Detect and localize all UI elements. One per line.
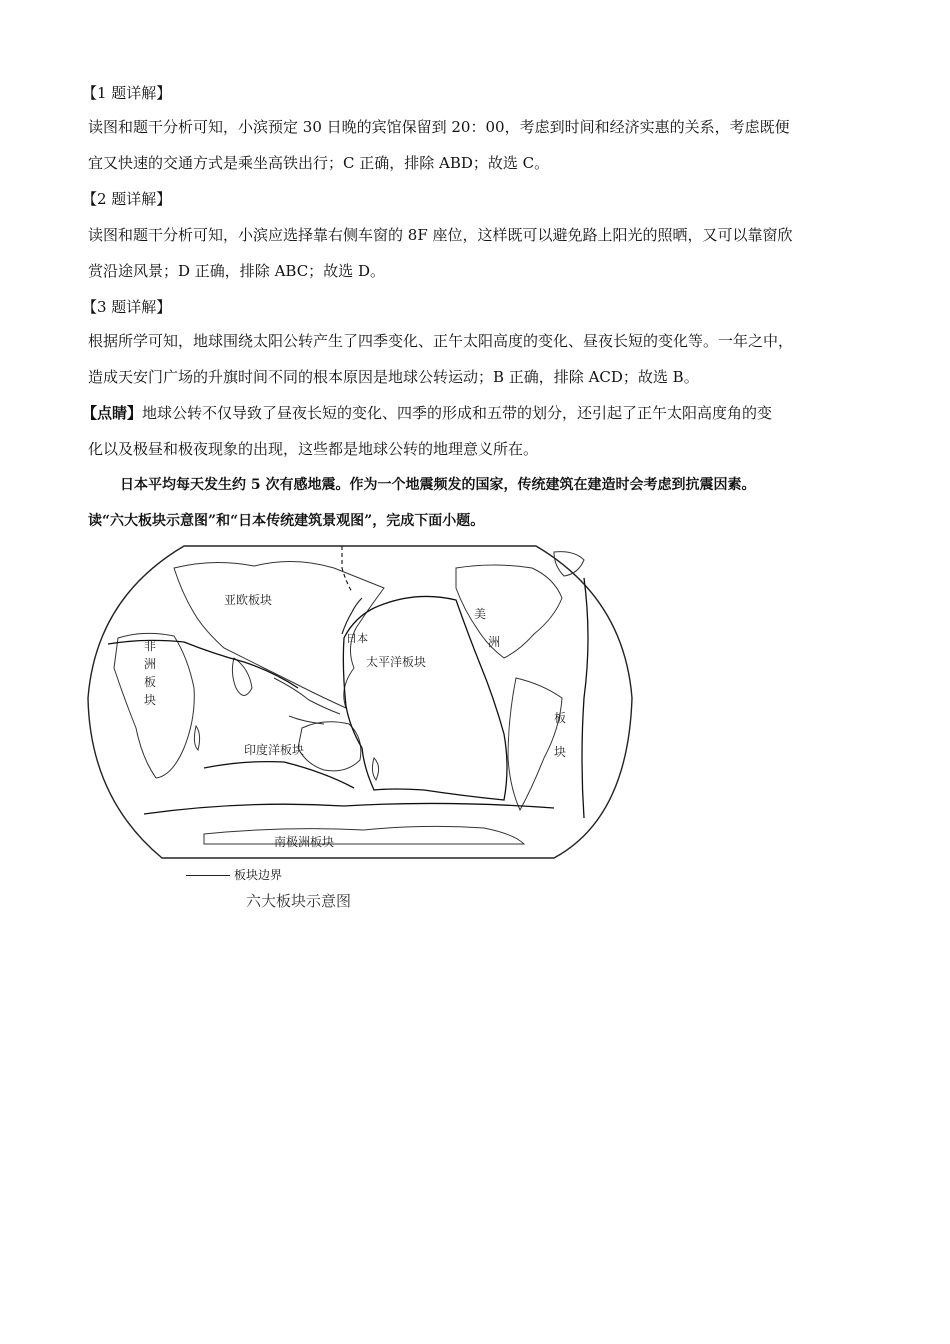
plate-boundary-indian bbox=[204, 762, 354, 788]
south-america-coast bbox=[508, 678, 562, 810]
tip-line-1 bbox=[82, 404, 772, 423]
label-africa-plate-2: 洲 bbox=[144, 657, 157, 671]
legend-boundary-label: 板块边界 bbox=[234, 868, 283, 882]
section-3-line-1: 根据所学可知，地球围绕太阳公转产生了四季变化、正午太阳高度的变化、昼夜长短的变化等。一年之中， bbox=[88, 332, 794, 350]
section-2-line-2: 赏沿途风景；D 正确，排除 ABC；故选 D。 bbox=[88, 262, 385, 280]
plate-map bbox=[84, 538, 636, 878]
greenland bbox=[554, 552, 584, 576]
intro-line-2: 读“六大板块示意图”和“日本传统建筑景观图”，完成下面小题。 bbox=[88, 513, 485, 529]
label-antarctic-plate: 南极洲板块 bbox=[274, 835, 335, 849]
label-africa-plate-4: 块 bbox=[144, 693, 157, 707]
plate-boundary-atlantic bbox=[582, 578, 588, 818]
intro-line-1: 日本平均每天发生约 5 次有感地震。作为一个地震频发的国家，传统建筑在建造时会考虑到抗震因素。 bbox=[120, 477, 756, 493]
plate-boundary-eurasia-africa bbox=[108, 640, 298, 688]
antarctica-coast bbox=[204, 826, 524, 844]
section-2-line-1: 读图和题干分析可知，小滨应选择靠右侧车窗的 8F 座位，这样既可以避免路上阳光的照晒，又可以靠窗欣 bbox=[88, 226, 793, 244]
new-zealand bbox=[372, 758, 378, 780]
section-1-line-1: 读图和题干分析可知，小滨预定 30 日晚的宾馆保留到 20：00，考虑到时间和经济实惠的关系，考虑既便 bbox=[88, 118, 790, 136]
legend-boundary-line bbox=[186, 875, 230, 876]
japan-arc bbox=[342, 598, 362, 634]
label-japan: 日本 bbox=[346, 632, 368, 645]
madagascar bbox=[194, 726, 199, 750]
section-3-heading: 【3 题详解】 bbox=[82, 298, 172, 316]
label-indian-plate: 印度洋板块 bbox=[244, 743, 305, 757]
tip-label: 【点睛】 bbox=[82, 404, 143, 422]
australia-coast bbox=[298, 722, 361, 771]
label-america-plate-3: 板 bbox=[554, 711, 567, 725]
section-1-heading: 【1 题详解】 bbox=[82, 84, 172, 102]
plate-boundary-dashed bbox=[342, 546, 352, 592]
label-america-plate-1: 美 bbox=[474, 607, 487, 621]
tip-text-1: 地球公转不仅导致了昼夜长短的变化、四季的形成和五带的划分，还引起了正午太阳高度角的变 bbox=[142, 404, 773, 422]
label-america-plate-4: 块 bbox=[554, 745, 567, 759]
label-america-plate-2: 洲 bbox=[488, 635, 501, 649]
label-eurasia-plate: 亚欧板块 bbox=[224, 593, 273, 607]
section-2-heading: 【2 题详解】 bbox=[82, 190, 172, 208]
label-pacific-plate: 太平洋板块 bbox=[366, 655, 427, 669]
plate-boundary-antarctic bbox=[144, 803, 554, 814]
plate-boundary-pacific bbox=[343, 596, 507, 800]
label-africa-plate-3: 板 bbox=[144, 675, 157, 689]
map-legend bbox=[186, 866, 282, 883]
label-africa-plate-1: 非 bbox=[144, 639, 157, 653]
tip-line-2: 化以及极昼和极夜现象的出现，这些都是地球公转的地理意义所在。 bbox=[88, 440, 539, 458]
map-caption: 六大板块示意图 bbox=[246, 892, 352, 910]
section-3-line-2: 造成天安门广场的升旗时间不同的根本原因是地球公转运动；B 正确，排除 ACD；故选 B。 bbox=[88, 368, 699, 386]
section-1-line-2: 宜又快速的交通方式是乘坐高铁出行；C 正确，排除 ABD；故选 C。 bbox=[88, 154, 550, 172]
